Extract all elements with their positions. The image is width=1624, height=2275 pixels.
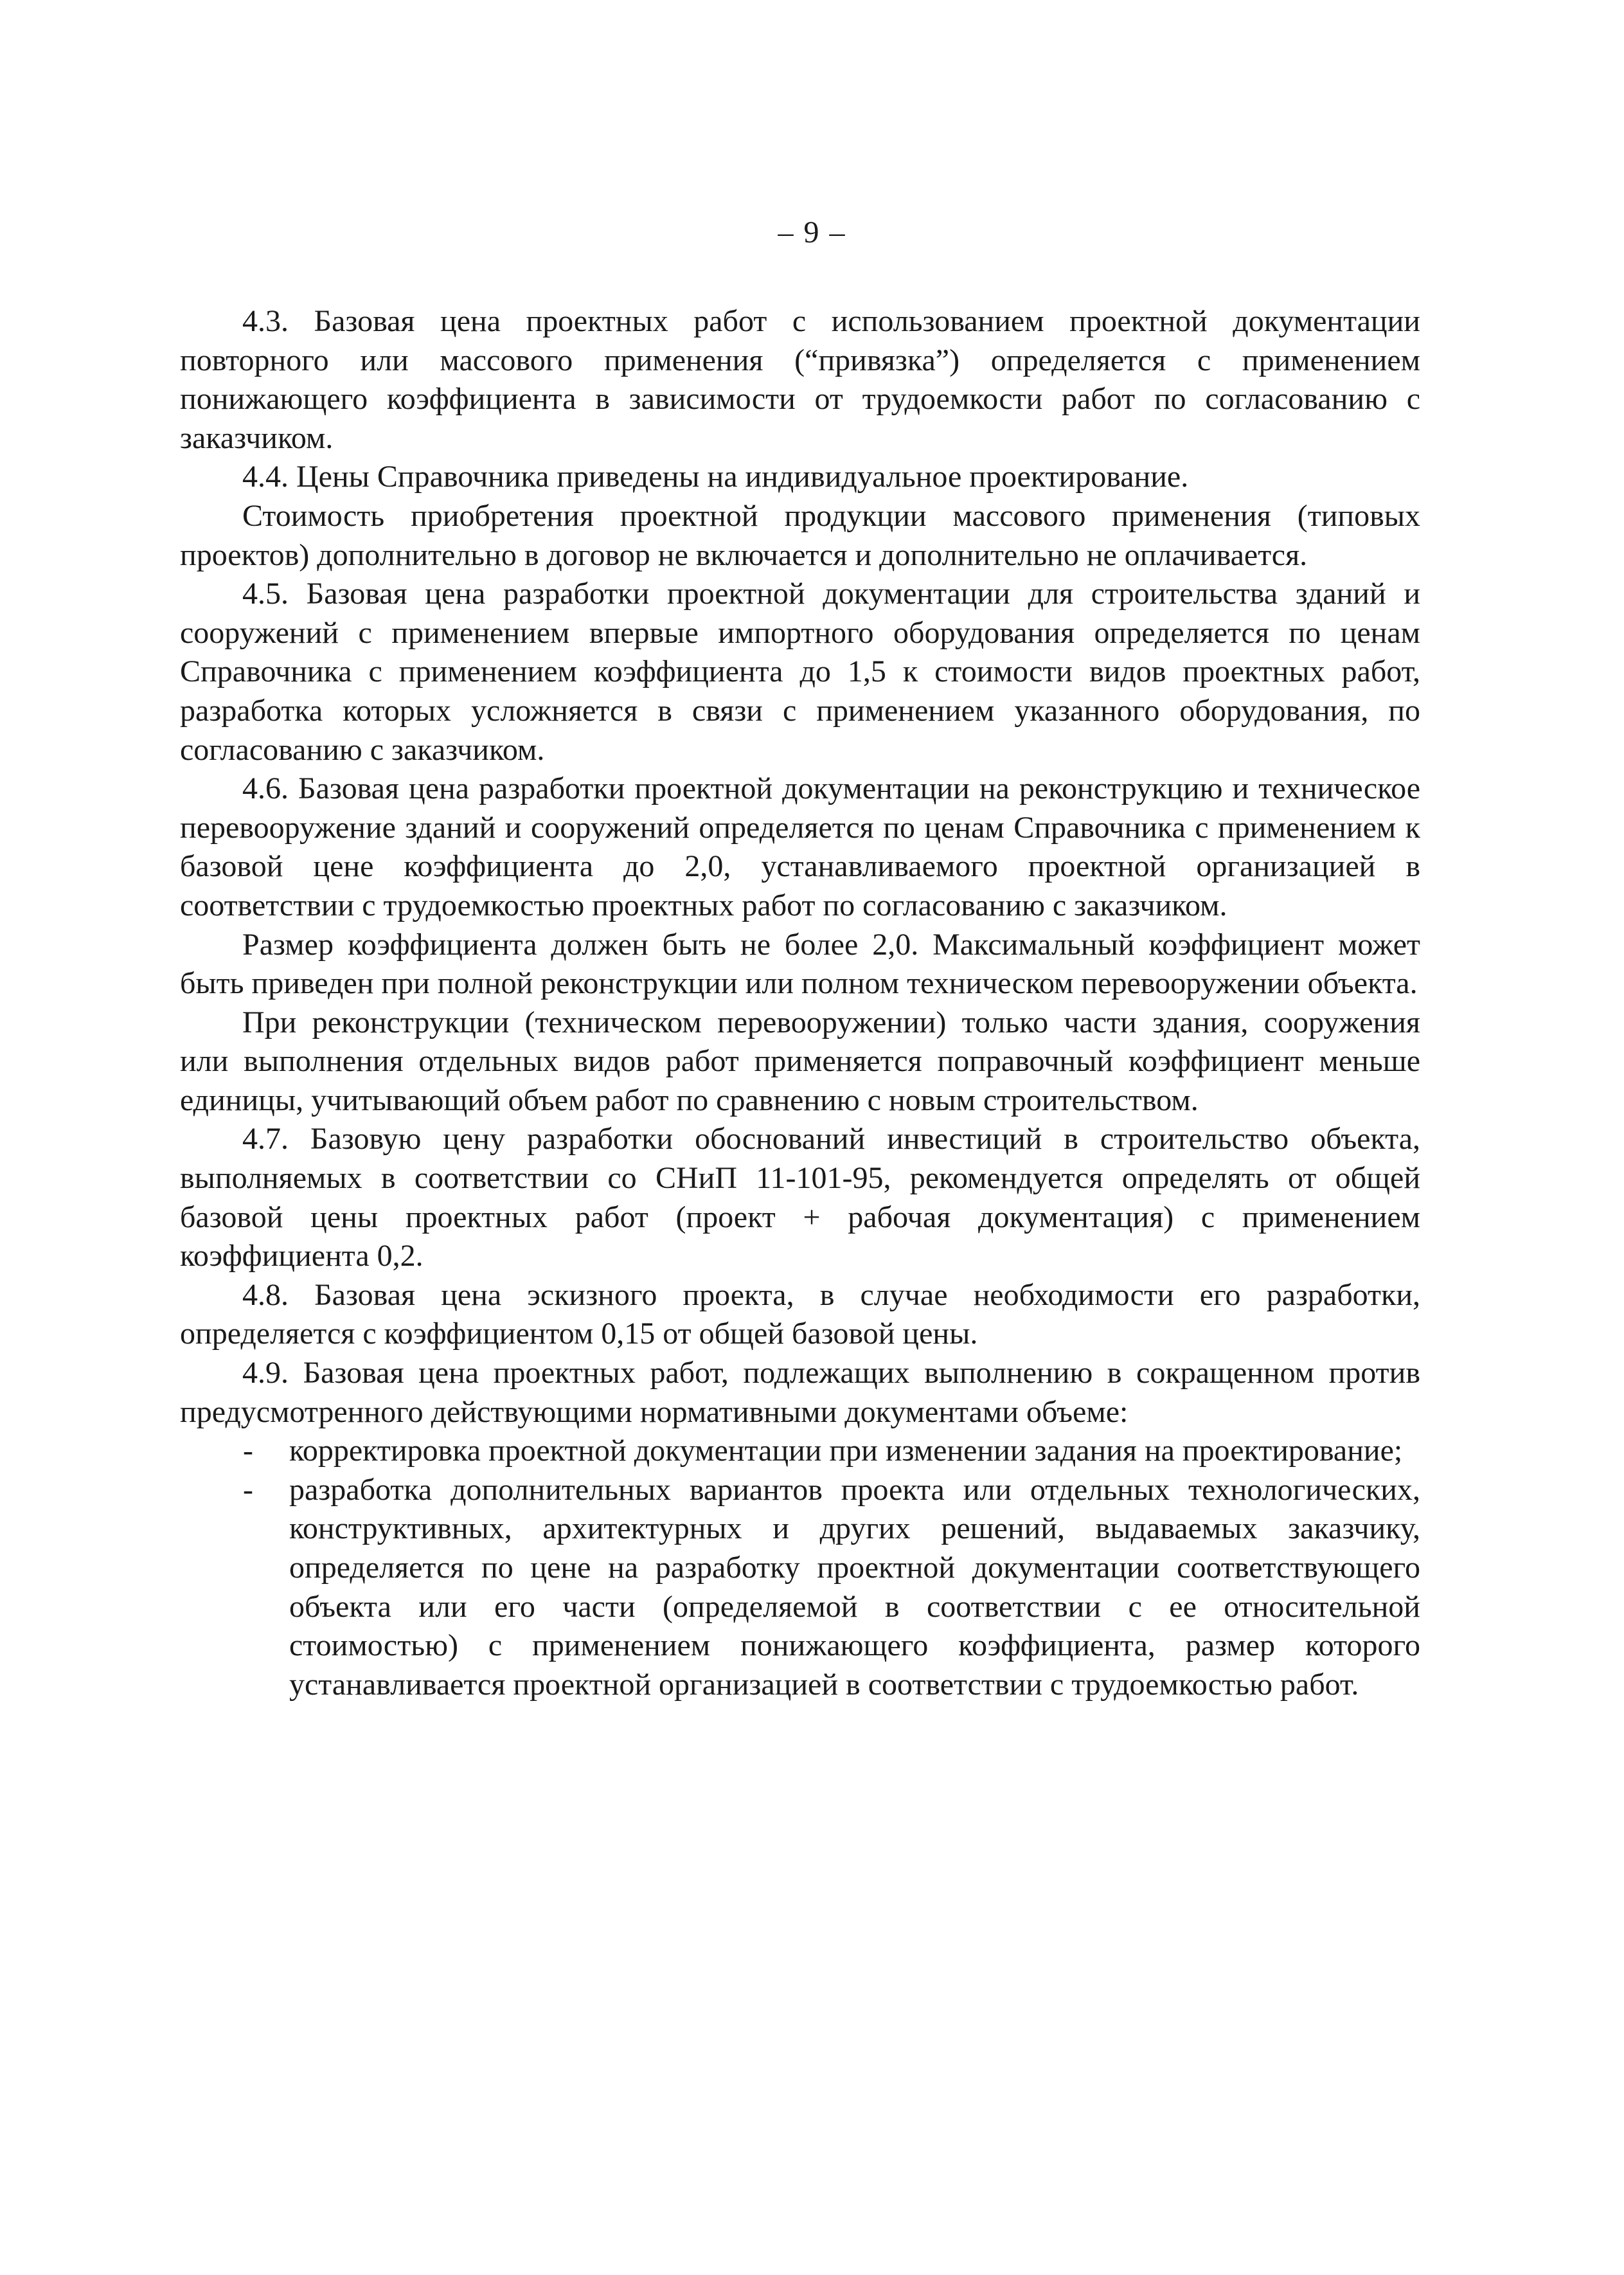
list-item-text: корректировка проектной документации при изменении задания на проектирование; xyxy=(289,1434,1403,1468)
page-number: – 9 – xyxy=(778,215,846,249)
bullet-list xyxy=(180,1432,1420,1704)
paragraph-4-7: 4.7. Базовую цену разработки обоснований инвестиций в строительство объекта, выполняемых в соответствии со СНиП 11-101-95, рекомендуется определять от общей базовой цены проектных работ (проект + рабочая документация) с применением коэффициента 0,2. xyxy=(180,1122,1420,1273)
list-item xyxy=(180,1432,1420,1471)
paragraph-4-6-partial-reconstruction: При реконструкции (техническом перевооружении) только части здания, сооружения или выполнения отдельных видов работ применяется поправочный коэффициент меньше единицы, учитывающий объем работ по сравнению с новым строительством. xyxy=(180,1005,1420,1117)
paragraph-4-4-cost: Стоимость приобретения проектной продукции массового применения (типовых проектов) дополнительно в договор не включается и дополнительно не оплачивается. xyxy=(180,498,1420,572)
paragraph-4-5: 4.5. Базовая цена разработки проектной документации для строительства зданий и сооружений с применением впервые импортного оборудования определяется по ценам Справочника с применением коэффициента до 1,5 к стоимости видов проектных работ, разработка которых усложняется в связи с применением указанного оборудования, по согласованию с заказчиком. xyxy=(180,577,1420,767)
paragraph-4-3: 4.3. Базовая цена проектных работ с использованием проектной документации повторного или массового применения (“привязка”) определяется с применением понижающего коэффициента в зависимости от трудоемкости работ по согласованию с заказчиком. xyxy=(180,304,1420,455)
paragraph-4-9: 4.9. Базовая цена проектных работ, подлежащих выполнению в сокращенном против предусмотренного действующими нормативными документами объеме: xyxy=(180,1356,1420,1429)
list-item-text: разработка дополнительных вариантов проекта или отдельных технологических, конструктивных, архитектурных и других решений, выдаваемых заказчику, определяется по цене на разработку проектной документации соответствующего объекта или его части (определяемой в соответствии с ее относительной стоимостью) с применением понижающего коэффициента, размер которого устанавливается проектной организацией в соответствии с трудоемкостью работ. xyxy=(289,1472,1420,1702)
paragraph-4-6-coefficient-size: Размер коэффициента должен быть не более 2,0. Максимальный коэффициент может быть приведен при полной реконструкции или полном техническом перевооружении объекта. xyxy=(180,927,1420,1001)
paragraph-4-8: 4.8. Базовая цена эскизного проекта, в случае необходимости его разработки, определяется с коэффициентом 0,15 от общей базовой цены. xyxy=(180,1277,1420,1351)
bullet-marker: - xyxy=(243,1472,253,1507)
paragraph-4-6: 4.6. Базовая цена разработки проектной документации на реконструкцию и техническое перевооружение зданий и сооружений определяется по ценам Справочника с применением к базовой цене коэффициента до 2,0, устанавливаемого проектной организацией в соответствии с трудоемкостью проектных работ по согласованию с заказчиком. xyxy=(180,771,1420,922)
document-body xyxy=(180,302,1420,1704)
list-item xyxy=(180,1471,1420,1705)
bullet-marker: - xyxy=(243,1434,253,1468)
paragraph-4-4: 4.4. Цены Справочника приведены на индивидуальное проектирование. xyxy=(242,460,1189,494)
